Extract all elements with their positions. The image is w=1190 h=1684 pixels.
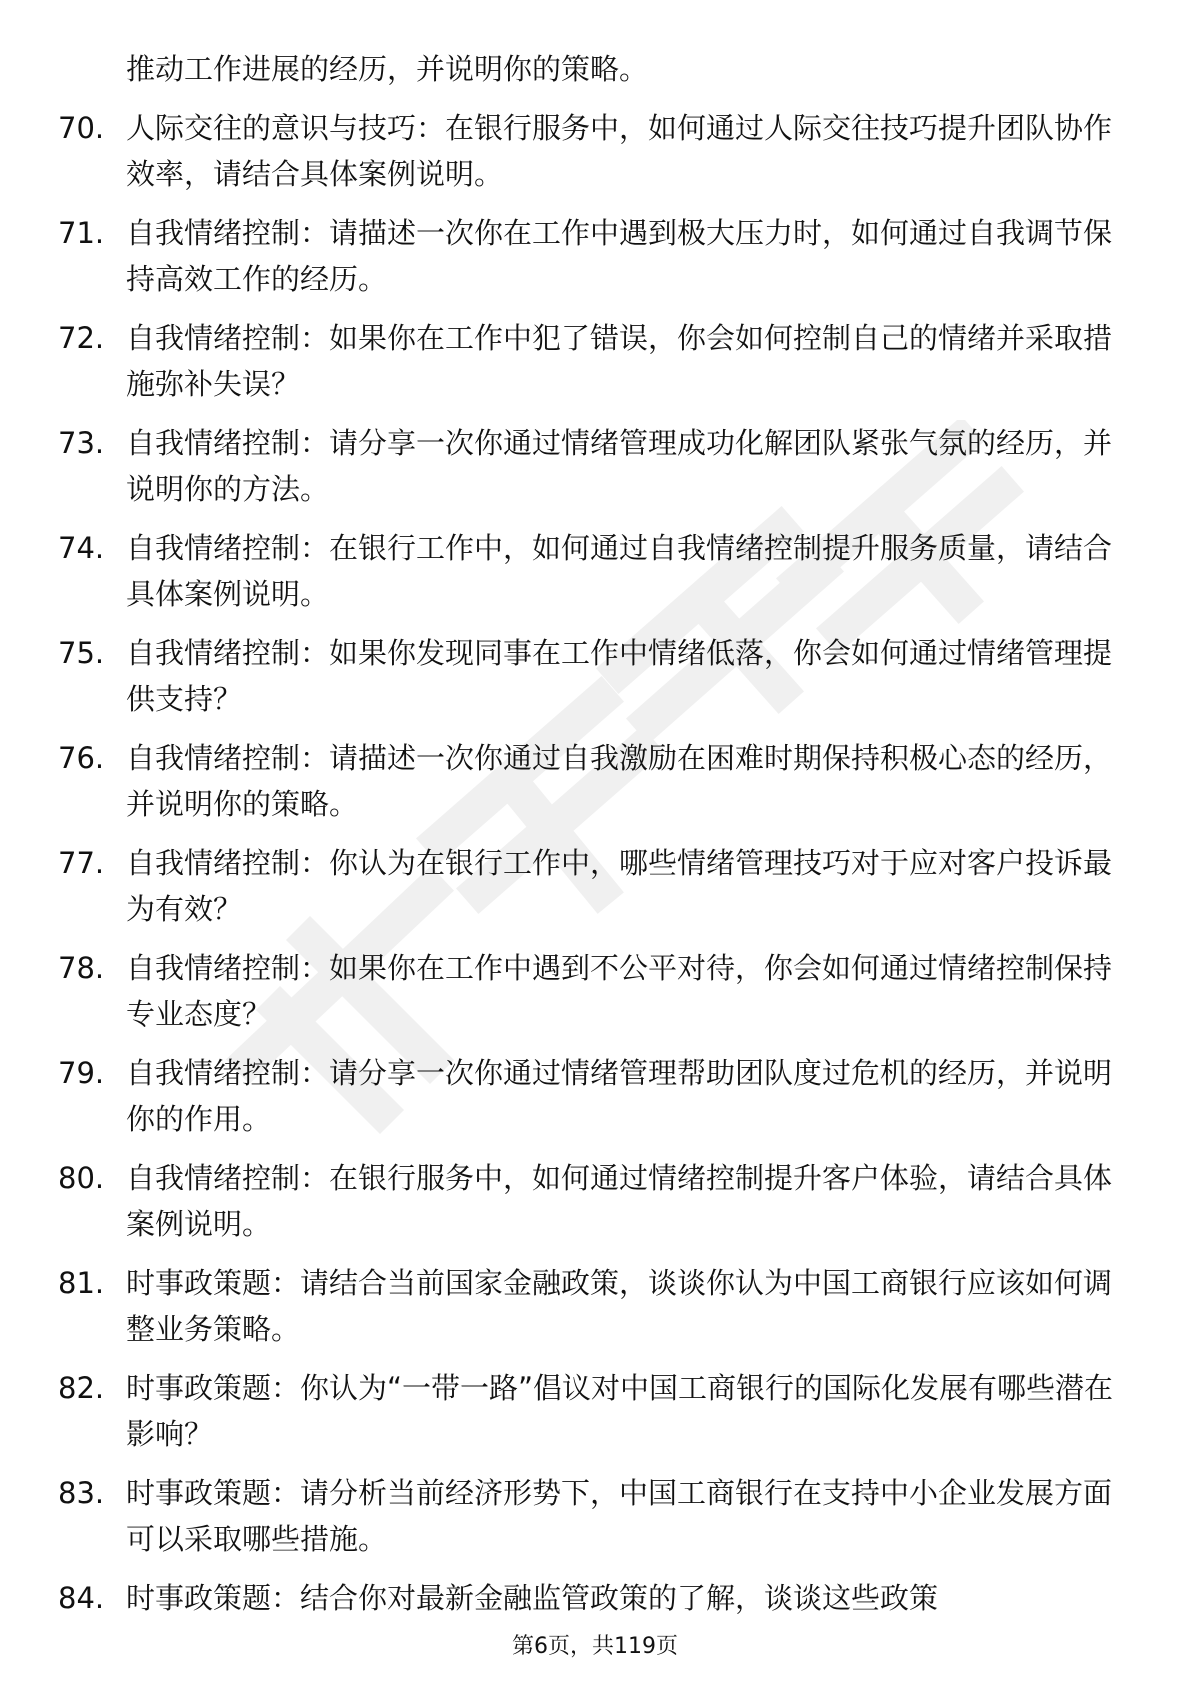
question-item	[58, 1260, 1118, 1352]
question-number: 77.	[58, 846, 105, 880]
question-item	[58, 315, 1118, 407]
question-number: 83.	[58, 1476, 105, 1510]
question-text: 人际交往的意识与技巧：在银行服务中，如何通过人际交往技巧提升团队协作效率，请结合具体案例说明。	[126, 111, 1113, 191]
question-item	[58, 105, 1118, 197]
question-text: 自我情绪控制：请分享一次你通过情绪管理帮助团队度过危机的经历，并说明你的作用。	[126, 1056, 1113, 1136]
question-item	[58, 420, 1118, 512]
continued-question-text: 推动工作进展的经历，并说明你的策略。	[126, 52, 649, 86]
question-item	[58, 210, 1118, 302]
question-text: 时事政策题：请结合当前国家金融政策，谈谈你认为中国工商银行应该如何调整业务策略。	[126, 1266, 1113, 1346]
question-text: 自我情绪控制：请分享一次你通过情绪管理成功化解团队紧张气氛的经历，并说明你的方法。	[126, 426, 1113, 506]
question-number: 75.	[58, 636, 105, 670]
question-item	[58, 840, 1118, 932]
question-text: 自我情绪控制：在银行工作中，如何通过自我情绪控制提升服务质量，请结合具体案例说明。	[126, 531, 1113, 611]
question-item	[58, 735, 1118, 827]
question-number: 71.	[58, 216, 105, 250]
question-number: 70.	[58, 111, 105, 145]
question-number: 72.	[58, 321, 105, 355]
question-text: 时事政策题：请分析当前经济形势下，中国工商银行在支持中小企业发展方面可以采取哪些措施。	[126, 1476, 1113, 1556]
question-text: 时事政策题：你认为“一带一路”倡议对中国工商银行的国际化发展有哪些潜在影响？	[126, 1371, 1114, 1451]
question-text: 自我情绪控制：请描述一次你通过自我激励在困难时期保持积极心态的经历，并说明你的策略。	[126, 741, 1113, 821]
question-text: 自我情绪控制：如果你在工作中犯了错误，你会如何控制自己的情绪并采取措施弥补失误？	[126, 321, 1113, 401]
question-number: 78.	[58, 951, 105, 985]
question-number: 79.	[58, 1056, 105, 1090]
question-text: 自我情绪控制：你认为在银行工作中，哪些情绪管理技巧对于应对客户投诉最为有效？	[126, 846, 1113, 926]
question-text: 自我情绪控制：请描述一次你在工作中遇到极大压力时，如何通过自我调节保持高效工作的经历。	[126, 216, 1113, 296]
question-text: 自我情绪控制：如果你在工作中遇到不公平对待，你会如何通过情绪控制保持专业态度？	[126, 951, 1113, 1031]
question-number: 81.	[58, 1266, 105, 1300]
question-number: 74.	[58, 531, 105, 565]
question-item	[58, 1155, 1118, 1247]
question-item	[58, 525, 1118, 617]
question-item	[58, 1575, 1118, 1621]
question-item	[58, 1050, 1118, 1142]
question-number: 84.	[58, 1581, 105, 1615]
question-number: 73.	[58, 426, 105, 460]
question-number: 80.	[58, 1161, 105, 1195]
question-number: 82.	[58, 1371, 105, 1405]
question-item	[58, 630, 1118, 722]
question-text: 自我情绪控制：在银行服务中，如何通过情绪控制提升客户体验，请结合具体案例说明。	[126, 1161, 1113, 1241]
question-list	[58, 46, 1118, 1634]
question-text: 时事政策题：结合你对最新金融监管政策的了解，谈谈这些政策	[126, 1581, 939, 1615]
page-footer: 第6页，共119页	[512, 1634, 678, 1659]
question-item	[58, 1470, 1118, 1562]
question-item	[58, 1365, 1118, 1457]
question-number: 76.	[58, 741, 105, 775]
question-text: 自我情绪控制：如果你发现同事在工作中情绪低落，你会如何通过情绪管理提供支持？	[126, 636, 1113, 716]
question-item	[58, 945, 1118, 1037]
